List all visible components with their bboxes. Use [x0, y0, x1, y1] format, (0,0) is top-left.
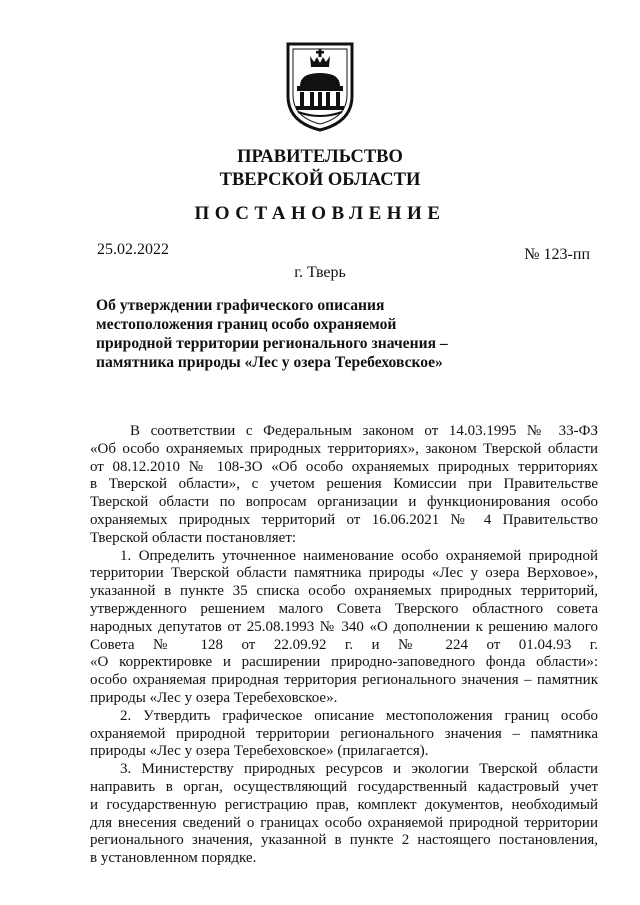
preamble-line: В соответствии с Федеральным законом от 14.03.1995 № 33-ФЗ [130, 423, 598, 439]
item3-line: 3. Министерству природных ресурсов и экологии Тверской области [120, 761, 598, 778]
item2-line: охраняемой природной территории регионального значения – памятника [90, 725, 598, 742]
coat-of-arms-emblem [284, 40, 356, 132]
document-body [90, 423, 598, 868]
item1-line: 1. Определить уточненное наименование особо охраняемой природной [120, 547, 598, 564]
preamble-line: охраняемых природных территорий от 16.06.2021 № 4 Правительство [90, 511, 598, 528]
document-city: г. Тверь [294, 264, 346, 281]
subject-line: Об утверждении графического описания [96, 297, 385, 314]
item1-line: утвержденного решением малого Совета Тверского областного совета [90, 600, 598, 617]
item2-line: природы «Лес у озера Теребеховское» (прилагается). [90, 743, 429, 760]
item3-line: в установленном порядке. [90, 850, 257, 867]
item1-line: «О корректировке и расширении природно-заповедного фонда области»: [90, 654, 598, 671]
preamble-line: «Об особо охраняемых природных территориях», законом Тверской области [90, 440, 598, 457]
government-title [0, 146, 640, 192]
item1-line: природы «Лес у озера Теребеховское». [90, 689, 338, 706]
document-subject [96, 296, 456, 372]
item3-line: для внесения сведений о границах особо охраняемой природной территории [90, 814, 598, 831]
item2-line: 2. Утвердить графическое описание местоположения границ особо [120, 707, 598, 724]
item3-line: и государственную регистрацию прав, комплект документов, необходимый [90, 796, 598, 813]
subject-line: местоположения границ особо охраняемой [96, 316, 397, 333]
item3-line: направить в орган, осуществляющий государственный кадастровый учет [90, 778, 598, 795]
item1-line: особо охраняемая природная территория регионального значения – памятник [90, 672, 598, 689]
document-type: ПОСТАНОВЛЕНИЕ [194, 203, 446, 224]
preamble-line: от 08.12.2010 № 108-ЗО «Об особо охраняемых природных территориях [90, 458, 598, 475]
subject-line: памятника природы «Лес у озера Теребеховское» [96, 354, 443, 371]
document-date: 25.02.2022 [97, 241, 169, 258]
item1-line: указанной в пункте 35 списка особо охраняемых природных территорий, [90, 583, 598, 600]
preamble-line: Тверской области постановляет: [90, 529, 297, 546]
government-title-line2: ТВЕРСКОЙ ОБЛАСТИ [219, 170, 421, 190]
item1-line: народных депутатов от 25.08.1993 № 340 «О дополнении к решению малого [90, 618, 598, 635]
item1-line: территории Тверской области памятника природы «Лес у озера Верховое», [90, 565, 598, 582]
preamble-line: Тверской области по вопросам организации и функционирования особо [90, 494, 598, 511]
item1-line: Совета № 128 от 22.09.92 г. и № 224 от 01.04.93 г. [90, 636, 598, 653]
document-number: № 123-пп [524, 246, 590, 263]
government-title-line1: ПРАВИТЕЛЬСТВО [237, 147, 403, 167]
item3-line: регионального значения, указанной в пункте 2 настоящего постановления, [90, 832, 598, 849]
subject-line: природной территории регионального значения – [96, 335, 448, 352]
preamble-line: в Тверской области», с учетом решения Комиссии при Правительстве [90, 476, 598, 493]
